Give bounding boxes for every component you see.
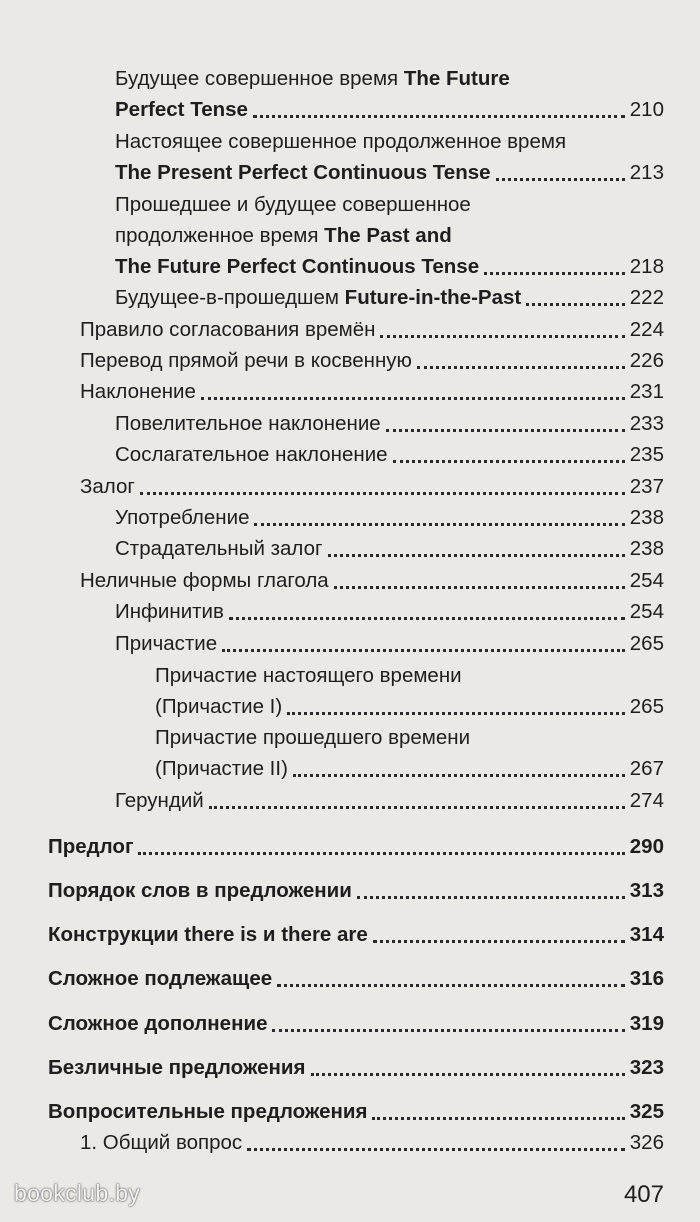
- toc-entry[interactable]: [80, 376, 664, 407]
- toc-entry-title: Сослагательное наклонение: [115, 443, 388, 466]
- dot-leader: [372, 1116, 624, 1120]
- toc-entry[interactable]: [115, 157, 664, 188]
- toc-page-number: 313: [629, 879, 664, 902]
- toc-entry-title: (Причастие II): [155, 757, 288, 780]
- toc-page-number: 326: [629, 1131, 664, 1154]
- dot-leader: [496, 177, 625, 181]
- toc-entry-title: Герундий: [115, 789, 204, 812]
- dot-leader: [373, 939, 625, 943]
- toc-entry-title: Перевод прямой речи в косвенную: [80, 349, 412, 372]
- toc-page-number: 237: [629, 475, 664, 498]
- dot-leader: [328, 553, 625, 557]
- toc-page-number: 210: [629, 98, 664, 121]
- toc-page-number: 323: [629, 1056, 664, 1079]
- toc-entry-title: Залог: [80, 475, 135, 498]
- toc-entry[interactable]: [115, 94, 664, 125]
- toc-entry[interactable]: [115, 251, 664, 282]
- toc-entry-title: Употребление: [115, 506, 250, 529]
- toc-entry[interactable]: [115, 282, 664, 313]
- toc-section[interactable]: [48, 919, 664, 950]
- toc-page-number: 290: [629, 835, 664, 858]
- toc-entry[interactable]: [115, 408, 664, 439]
- dot-leader: [287, 711, 625, 715]
- dot-leader: [393, 459, 625, 463]
- toc-entry-title: 1. Общий вопрос: [80, 1131, 243, 1154]
- toc-page-number: 222: [629, 286, 664, 309]
- toc-page-number: 238: [629, 506, 664, 529]
- dot-leader: [311, 1072, 625, 1076]
- toc-section[interactable]: [48, 831, 664, 862]
- toc-entry-line: Прошедшее и будущее совершенное: [115, 193, 471, 216]
- toc-section[interactable]: [48, 1052, 664, 1083]
- toc-page-number: 325: [629, 1100, 664, 1123]
- toc-page-number: 224: [629, 318, 664, 341]
- dot-leader: [247, 1147, 625, 1151]
- toc-page-number: 235: [629, 443, 664, 466]
- dot-leader: [140, 491, 625, 495]
- dot-leader: [201, 396, 625, 400]
- toc-entry-title: Инфинитив: [115, 600, 224, 623]
- dot-leader: [138, 851, 624, 855]
- toc-entry-title: Страдательный залог: [115, 537, 323, 560]
- toc-entry-line: Причастие настоящего времени: [155, 664, 462, 687]
- dot-leader: [254, 522, 624, 526]
- toc-page-number: 314: [629, 923, 664, 946]
- toc-page-number: 319: [629, 1012, 664, 1035]
- dot-leader: [417, 365, 625, 369]
- dot-leader: [357, 895, 625, 899]
- toc-entry[interactable]: [115, 628, 664, 659]
- toc-entry[interactable]: [115, 439, 664, 470]
- toc-entry[interactable]: [155, 691, 664, 722]
- toc-entry[interactable]: [80, 345, 664, 376]
- toc-entry-title: Будущее-в-прошедшем Future-in-the-Past: [115, 286, 522, 309]
- toc-section-title: Предлог: [48, 835, 134, 858]
- dot-leader: [253, 114, 625, 118]
- toc-page-number: 218: [629, 255, 664, 278]
- toc-entry-line: Будущее совершенное время The Future: [115, 67, 510, 90]
- toc-entry-line: продолженное время The Past and: [115, 224, 452, 247]
- toc-section-title: Сложное дополнение: [48, 1012, 268, 1035]
- dot-leader: [272, 1028, 624, 1032]
- toc-entry[interactable]: [115, 596, 664, 627]
- toc-page-number: 233: [629, 412, 664, 435]
- toc-section[interactable]: [48, 1008, 664, 1039]
- dot-leader: [380, 334, 624, 338]
- toc-section-title: Порядок слов в предложении: [48, 879, 352, 902]
- dot-leader: [222, 648, 625, 652]
- toc-page-number: 265: [629, 695, 664, 718]
- toc-page-number: 231: [629, 380, 664, 403]
- watermark: bookclub.by: [14, 1180, 141, 1206]
- toc-section[interactable]: [48, 963, 664, 994]
- dot-leader: [386, 428, 625, 432]
- toc-entry-title: Причастие: [115, 632, 218, 655]
- toc-entry[interactable]: [80, 471, 664, 502]
- toc-section-title: Вопросительные предложения: [48, 1100, 368, 1123]
- dot-leader: [209, 805, 625, 809]
- toc-entry-title: The Future Perfect Continuous Tense: [115, 255, 480, 278]
- toc-entry[interactable]: [155, 753, 664, 784]
- toc-page-number: 254: [629, 569, 664, 592]
- dot-leader: [229, 616, 625, 620]
- toc-entry[interactable]: [80, 565, 664, 596]
- dot-leader: [334, 585, 625, 589]
- toc-section-title: Безличные предложения: [48, 1056, 306, 1079]
- dot-leader: [484, 271, 625, 275]
- toc-entry-line: Причастие прошедшего времени: [155, 726, 471, 749]
- toc-entry[interactable]: [115, 502, 664, 533]
- toc-section-title: Конструкции there is и there are: [48, 923, 368, 946]
- toc-entry-line: Настоящее совершенное продолженное время: [115, 130, 567, 153]
- toc-entry[interactable]: [80, 314, 664, 345]
- toc-entry-title: Правило согласования времён: [80, 318, 376, 341]
- toc-page-number: 238: [629, 537, 664, 560]
- toc-page-number: 226: [629, 349, 664, 372]
- toc-entry[interactable]: [115, 785, 664, 816]
- toc-section[interactable]: [48, 1096, 664, 1127]
- toc-entry-title: Повелительное наклонение: [115, 412, 381, 435]
- page-number: 407: [623, 1181, 664, 1208]
- toc-section[interactable]: [48, 875, 664, 906]
- dot-leader: [526, 302, 625, 306]
- toc-page-number: 213: [629, 161, 664, 184]
- toc-section-title: Сложное подлежащее: [48, 967, 273, 990]
- toc-page-number: 316: [629, 967, 664, 990]
- toc-entry-title: Наклонение: [80, 380, 196, 403]
- toc-page-number: 267: [629, 757, 664, 780]
- toc-page-number: 254: [629, 600, 664, 623]
- toc-page-number: 265: [629, 632, 664, 655]
- dot-leader: [293, 773, 625, 777]
- toc-entry-title: The Present Perfect Continuous Tense: [115, 161, 491, 184]
- toc-entry[interactable]: [115, 533, 664, 564]
- toc-entry-title: Неличные формы глагола: [80, 569, 329, 592]
- toc-entry-title: (Причастие I): [155, 695, 283, 718]
- toc-page-number: 274: [629, 789, 664, 812]
- toc-entry[interactable]: [80, 1127, 664, 1158]
- dot-leader: [277, 983, 625, 987]
- toc-entry-title: Perfect Tense: [115, 98, 248, 121]
